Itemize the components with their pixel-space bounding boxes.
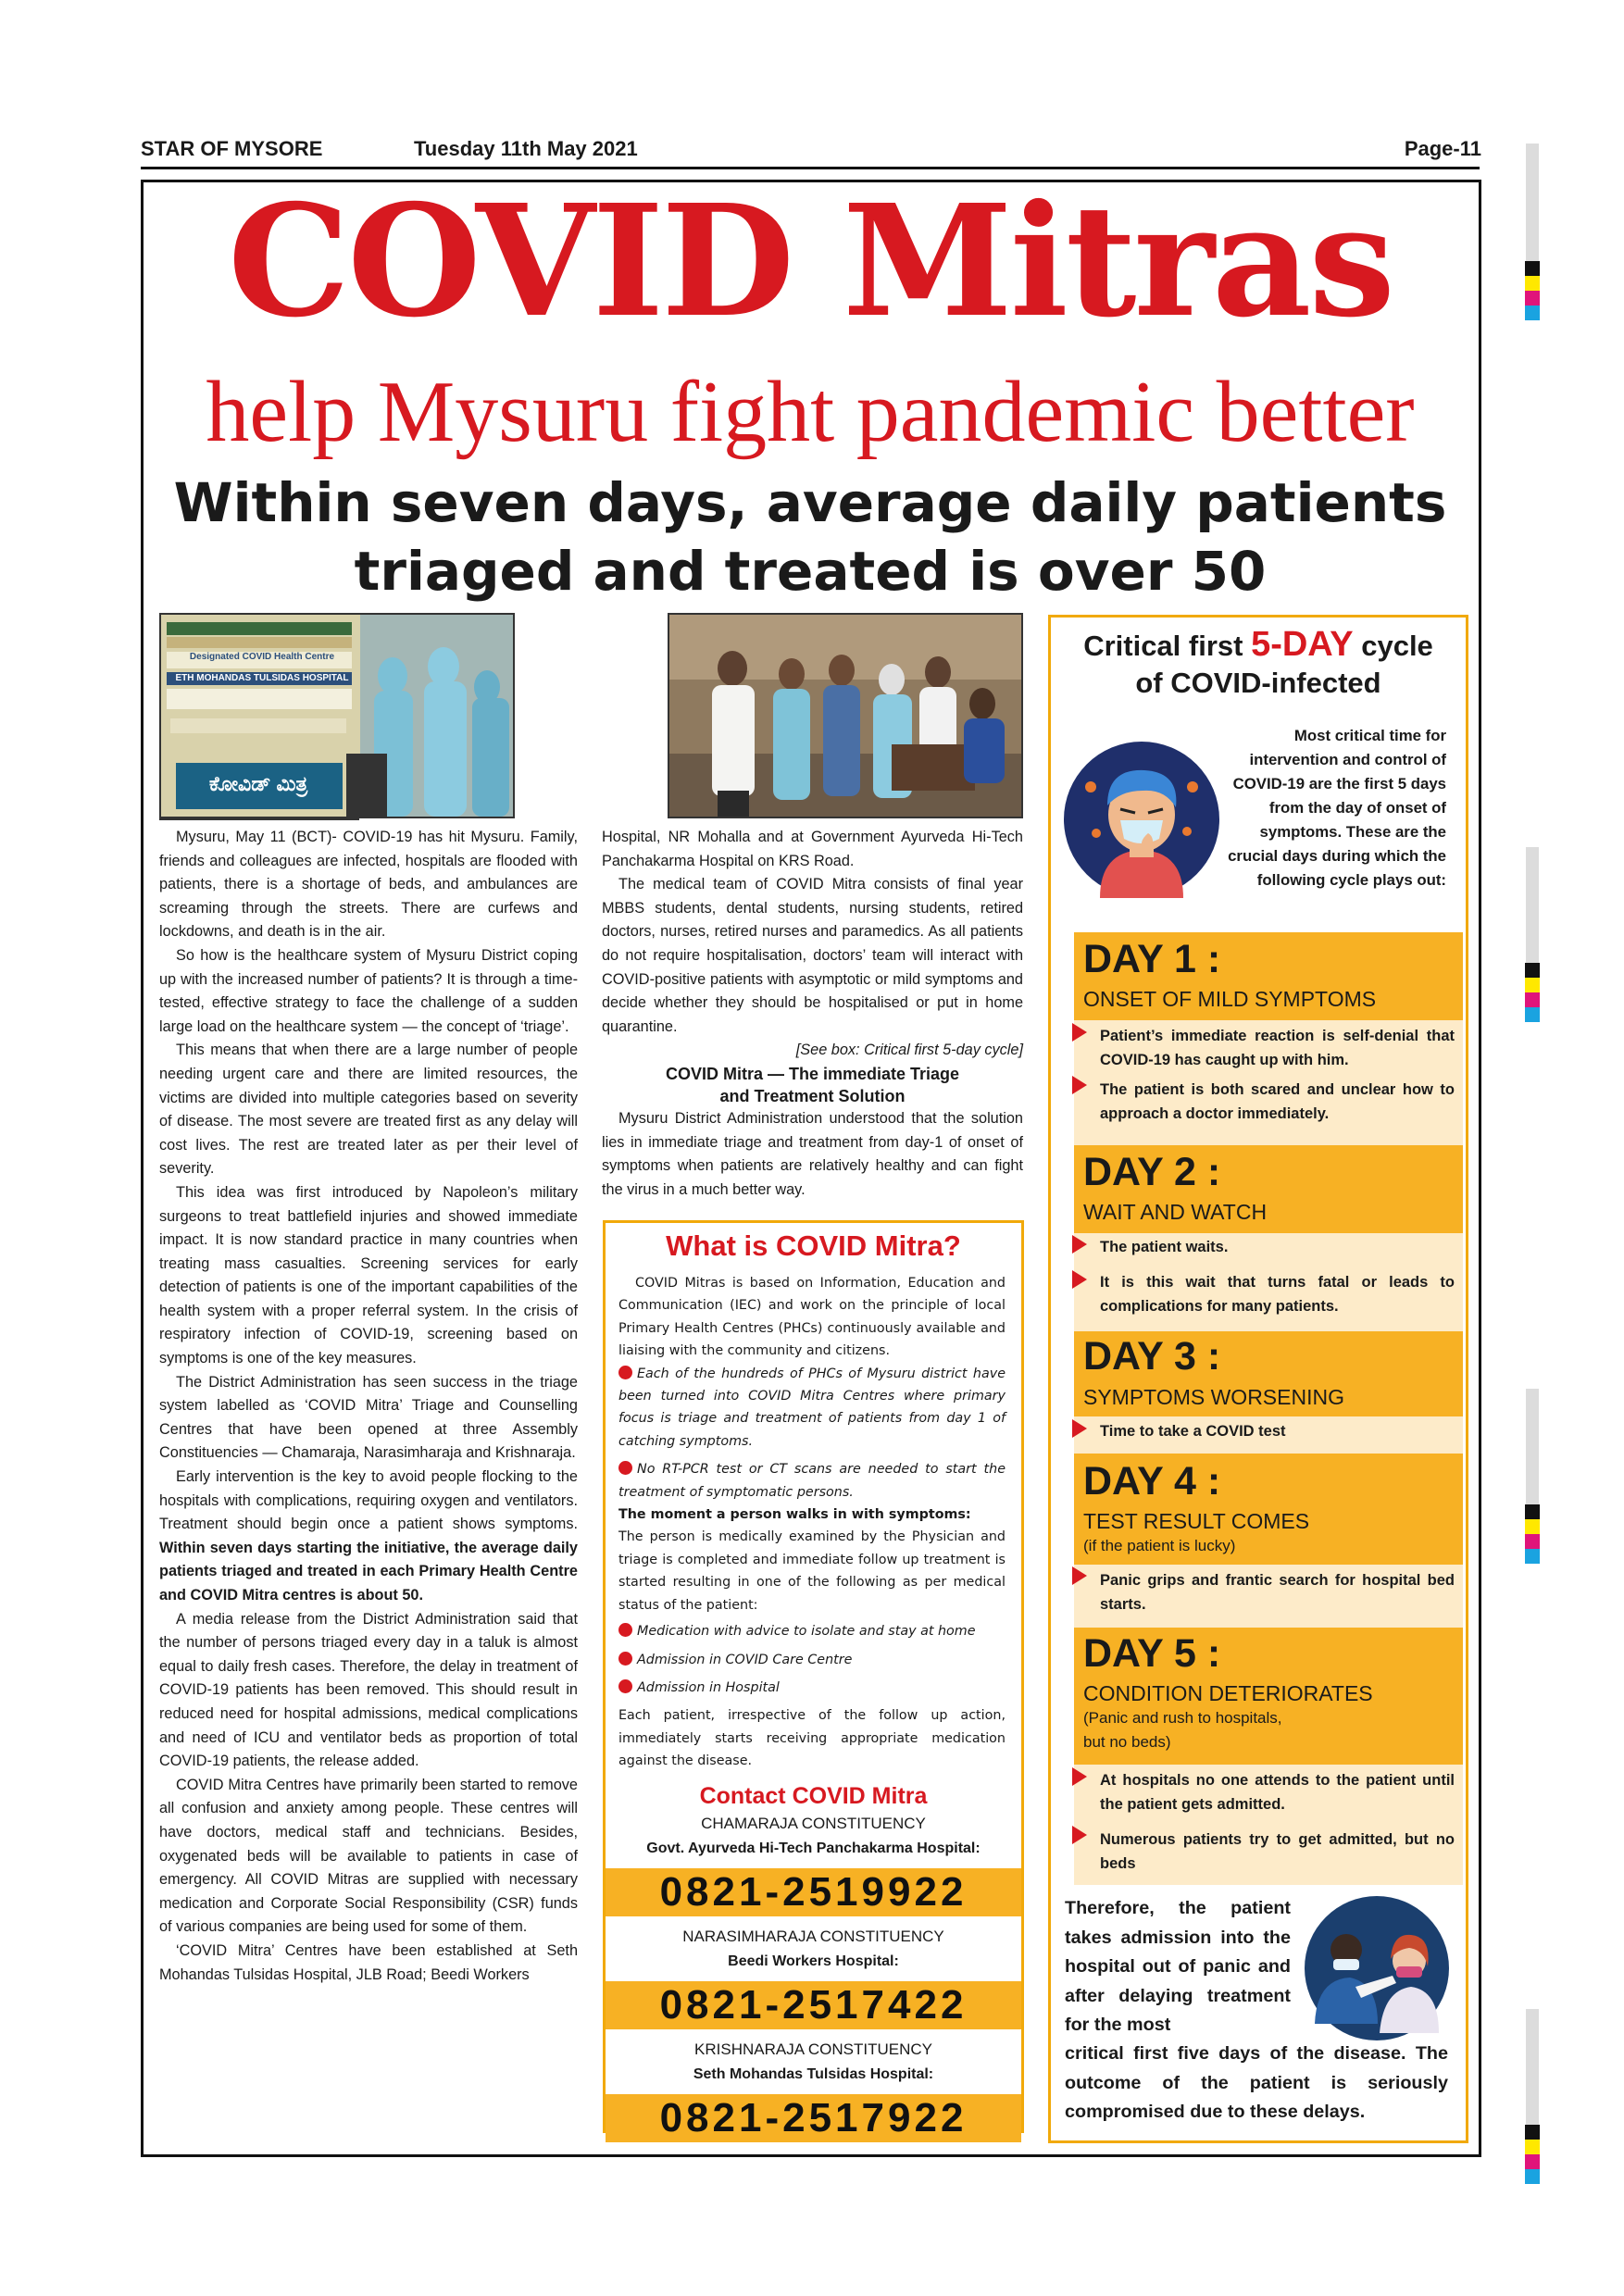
coughing-man-illustration: [1063, 741, 1220, 898]
what-box-bullet: [618, 1363, 1006, 1454]
day1-bullet: Patient’s immediate reaction is self-denial that COVID-19 has caught up with him.: [1100, 1028, 1455, 1068]
article-para: Mysuru, May 11 (BCT)- COVID-19 has hit Mysuru. Family, friends and colleagues are infected, hospitals are flooded with patients, there is a shortage of beds, and ambulances are screaming through the streets. There are curfews and lockdowns, and death is in the air.: [159, 829, 578, 941]
contact-hospital-3: Seth Mohandas Tulsidas Hospital:: [693, 2066, 934, 2082]
deck-line-2: triaged and treated is over 50: [354, 540, 1267, 603]
what-box-bullet-text: Each of the hundreds of PHCs of Mysuru district have been turned into COVID Mitra Centres where primary focus is triage and treatment of patients from day 1 of catching symptoms.: [618, 1366, 1006, 1449]
doctor-patient-illustration: [1300, 1894, 1454, 2042]
header-rule: [141, 167, 1480, 169]
article-para: A media release from the District Administration said that the number of persons triaged every day in a taluk is almost equal to daily fresh cases. Therefore, the delay in treatment of COVID-19 patients has been removed. This should result in reduced need for hospital admissions, medical complications and need of ICU and ventilator beds as proportion of total COVID-19 patients, the release added.: [159, 1610, 578, 1770]
print-mark-magenta: [1525, 2154, 1540, 2169]
what-box-bullet-text: No RT-PCR test or CT scans are needed to start the treatment of symptomatic persons.: [618, 1462, 1006, 1500]
print-mark-magenta: [1525, 992, 1540, 1007]
day4-subtitle: TEST RESULT COMES: [1083, 1509, 1310, 1533]
what-box-body: [618, 1272, 1006, 1773]
red-bullet-icon: [618, 1652, 632, 1666]
cycle-box-title-line-1: [1051, 626, 1466, 665]
article-subhead-line-2: and Treatment Solution: [719, 1086, 906, 1105]
day2-bullet: The patient waits.: [1100, 1239, 1229, 1255]
cycle-box-title-line-2: of COVID-infected: [1135, 667, 1381, 699]
contact-hospital-2: Beedi Workers Hospital:: [728, 1953, 899, 1969]
cycle-title-part: cycle: [1353, 630, 1433, 662]
print-mark-cyan: [1525, 306, 1540, 320]
cycle-conclusion-a: Therefore, the patient takes admission into the hospital out of panic and after delaying treatment for the most: [1065, 1898, 1291, 2035]
red-triangle-icon: [1072, 1235, 1087, 1254]
print-mark-cyan: [1525, 1007, 1540, 1022]
article-para-bold: Within seven days starting the initiative, the average daily patients triaged and treated in each Primary Health Centre and COVID Mitra centres is about 50.: [159, 1539, 578, 1603]
article-para: The District Administration has seen success in the triage system labelled as ‘COVID Mitra’ Triage and Counselling Centres that have been opened at three Assembly Constituencies — Chamaraja, Narasimharaja and Krishnaraja.: [159, 1373, 578, 1462]
main-headline: COVID Mitras: [228, 171, 1393, 352]
contact-constituency-2: NARASIMHARAJA CONSTITUENCY: [682, 1928, 944, 1945]
red-triangle-icon: [1072, 1826, 1087, 1844]
cycle-title-highlight: 5-DAY: [1251, 625, 1354, 664]
article-para-plain: Early intervention is the key to avoid people flocking to the hospitals with complications, requiring oxygen and ventilators. Treatment should begin once a patient shows symptoms.: [159, 1468, 578, 1533]
contact-constituency-3: KRISHNARAJA CONSTITUENCY: [694, 2040, 932, 2058]
deck-line-1: Within seven days, average daily patients: [173, 471, 1447, 534]
red-triangle-icon: [1072, 1270, 1087, 1289]
print-mark-yellow: [1525, 2140, 1540, 2154]
deck-headline: [148, 468, 1472, 605]
day2-title: DAY 2 :: [1083, 1150, 1221, 1194]
what-box-option: [618, 1620, 1006, 1642]
issue-date: Tuesday 11th May 2021: [414, 137, 638, 160]
what-box-option-text: Admission in Hospital: [637, 1679, 780, 1695]
what-box-intro: COVID Mitras is based on Information, Education and Communication (IEC) and work on the principle of local Primary Health Centres (PHCs) continuously available and liaising with the community and citizens.: [618, 1276, 1006, 1359]
print-mark-bar: [1526, 144, 1539, 264]
article-subhead-line-1: COVID Mitra — The immediate Triage: [665, 1064, 960, 1083]
print-mark-black: [1525, 1504, 1540, 1519]
what-box-title: What is COVID Mitra?: [666, 1229, 961, 1262]
cycle-box-title: [1051, 626, 1466, 702]
day2-subtitle: WAIT AND WATCH: [1083, 1200, 1268, 1224]
day5-note-line-1: (Panic and rush to hospitals,: [1083, 1709, 1282, 1727]
article-para: The medical team of COVID Mitra consists of final year MBBS students, dental students, nursing students, retired doctors, nurses, retired nurses and paramedics. As all patients do not require hospitalisation, doctors’ team will interact with COVID-positive patients with asymptotic or mild symptoms and decide whether they should be hospitalised or put in home quarantine.: [602, 876, 1023, 1035]
article-para: Hospital, NR Mohalla and at Government Ayurveda Hi-Tech Panchakarma Hospital on KRS Road.: [602, 829, 1023, 869]
page-number: Page-11: [1404, 137, 1481, 160]
what-box-moment-head: The moment a person walks in with symptoms:: [618, 1507, 971, 1523]
day4-title: DAY 4 :: [1083, 1459, 1221, 1504]
day5-subtitle: CONDITION DETERIORATES: [1083, 1681, 1373, 1705]
red-bullet-icon: [618, 1679, 632, 1693]
print-mark-black: [1525, 2125, 1540, 2140]
red-triangle-icon: [1072, 1076, 1087, 1094]
what-box-closing: Each patient, irrespective of the follow up action, immediately starts receiving appropriate medication against the disease.: [618, 1708, 1006, 1769]
photo-2-image: [669, 615, 1021, 817]
article-para: This means that when there are a large number of people needing urgent care and there are limited resources, the victims are divided into multiple categories based on severity of disease. The most severe are treated first as any delay will cost lives. The rest are treated later as per their level of severity.: [159, 1042, 578, 1178]
red-bullet-icon: [618, 1623, 632, 1637]
print-mark-bar: [1526, 1389, 1539, 1504]
day4-bullet: Panic grips and frantic search for hospital bed starts.: [1100, 1572, 1455, 1613]
day5-note-line-2: but no beds): [1083, 1733, 1171, 1751]
what-box-option-text: Medication with advice to isolate and stay at home: [637, 1624, 976, 1640]
contact-constituency-1: CHAMARAJA CONSTITUENCY: [701, 1815, 926, 1832]
sub-headline: help Mysuru fight pandemic better: [206, 364, 1415, 460]
what-box-option: [618, 1677, 1006, 1699]
article-para: So how is the healthcare system of Mysuru District coping up with the increased number of patients? It is through a time-tested, effective strategy to face the challenge of a sudden large load on the healthcare system — the concept of ‘triage’.: [159, 946, 578, 1035]
what-box-option-text: Admission in COVID Care Centre: [637, 1652, 853, 1667]
paper-name: STAR OF MYSORE: [141, 137, 323, 160]
red-triangle-icon: [1072, 1767, 1087, 1786]
photo-2-doctors-visit: [668, 613, 1023, 818]
cycle-box-intro: Most critical time for intervention and control of COVID-19 are the first 5 days from the day of onset of symptoms. These are the crucial days during which the following cycle plays out:: [1228, 727, 1446, 889]
article-para: COVID Mitra Centres have primarily been started to remove all confusion and anxiety among people. These centres will have doctors, medical staff and technicians. Besides, oxygenated beds will be available to patients in case of emergency. All COVID Mitras are supplied with necessary medication and Corporate Social Responsibility (CSR) funds of various companies are being used for some of them.: [159, 1776, 578, 1936]
day5-bullet: At hospitals no one attends to the patient until the patient gets admitted.: [1100, 1772, 1455, 1813]
print-mark-yellow: [1525, 276, 1540, 291]
print-mark-bar: [1526, 2009, 1539, 2125]
day1-bullet: The patient is both scared and unclear how to approach a doctor immediately.: [1100, 1081, 1455, 1122]
red-triangle-icon: [1072, 1023, 1087, 1042]
print-mark-yellow: [1525, 1519, 1540, 1534]
contact-phone-2[interactable]: 0821-2517422: [606, 1981, 1021, 2029]
article-para: [159, 1466, 578, 1608]
print-mark-magenta: [1525, 291, 1540, 306]
day5-bullet: Numerous patients try to get admitted, but no beds: [1100, 1831, 1455, 1872]
print-mark-black: [1525, 963, 1540, 978]
day3-subtitle: SYMPTOMS WORSENING: [1083, 1385, 1344, 1409]
photo-sign-text: ಕೋವಿಡ್ ಮಿತ್ರ: [208, 772, 308, 795]
print-mark-magenta: [1525, 1534, 1540, 1549]
cycle-title-part: Critical first: [1083, 630, 1252, 662]
cycle-conclusion-b: critical first five days of the disease. The outcome of the patient is seriously compromised due to these delays.: [1065, 2043, 1448, 2122]
red-bullet-icon: [618, 1366, 632, 1379]
day3-bullet: Time to take a COVID test: [1100, 1423, 1286, 1440]
red-triangle-icon: [1072, 1419, 1087, 1438]
day5-note: [1083, 1706, 1282, 1754]
article-column-2: [602, 826, 1023, 1202]
photo-1-full: [159, 613, 515, 818]
day2-bullet: It is this wait that turns fatal or leads to complications for many patients.: [1100, 1274, 1455, 1315]
see-box-reference: [See box: Critical first 5-day cycle]: [795, 1042, 1023, 1059]
what-box-moment: The person is medically examined by the Physician and triage is completed and immediate follow up treatment is started resulting in one of the following as per medical status of the patient:: [618, 1529, 1006, 1613]
print-mark-cyan: [1525, 2169, 1540, 2184]
day3-title: DAY 3 :: [1083, 1334, 1221, 1379]
article-para: ‘COVID Mitra’ Centres have been established at Seth Mohandas Tulsidas Hospital, JLB Road; Beedi Workers: [159, 1941, 578, 1983]
print-mark-cyan: [1525, 1549, 1540, 1564]
print-mark-black: [1525, 261, 1540, 276]
what-box-bullet: [618, 1458, 1006, 1504]
contact-phone-3[interactable]: 0821-2517922: [606, 2094, 1021, 2142]
article-para: Mysuru District Administration understood that the solution lies in immediate triage and treatment from day-1 of onset of symptoms when patients are relatively healthy and can fight the virus in a much better way.: [602, 1109, 1023, 1198]
what-box-option: [618, 1649, 1006, 1671]
print-mark-bar: [1526, 847, 1539, 963]
red-triangle-icon: [1072, 1566, 1087, 1585]
article-para: This idea was first introduced by Napoleon’s military surgeons to treat battlefield injuries and showed immediate impact. It is now standard practice in many countries when treating mass casualties. Screening services for early detection of patients is one of the important capabilities of the health system with a proper referral system. In the crisis of respiratory infection of COVID-19, screening based on symptoms is one of the key measures.: [159, 1183, 578, 1367]
contact-phone-1[interactable]: 0821-2519922: [606, 1868, 1021, 1916]
print-mark-yellow: [1525, 978, 1540, 992]
day5-title: DAY 5 :: [1083, 1631, 1221, 1676]
day4-note: (if the patient is lucky): [1083, 1537, 1236, 1554]
day1-title: DAY 1 :: [1083, 937, 1221, 981]
contact-hospital-1: Govt. Ayurveda Hi-Tech Panchakarma Hospital:: [646, 1841, 981, 1856]
photo-banner-line-1: Designated COVID Health Centre: [189, 652, 335, 662]
photo-banner-line-2: ETH MOHANDAS TULSIDAS HOSPITAL: [175, 673, 349, 683]
contact-title: Contact COVID Mitra: [699, 1783, 928, 1809]
article-subhead: [602, 1063, 1023, 1107]
day1-subtitle: ONSET OF MILD SYMPTOMS: [1083, 987, 1377, 1011]
article-column-1: [159, 826, 578, 1987]
red-bullet-icon: [618, 1461, 632, 1475]
